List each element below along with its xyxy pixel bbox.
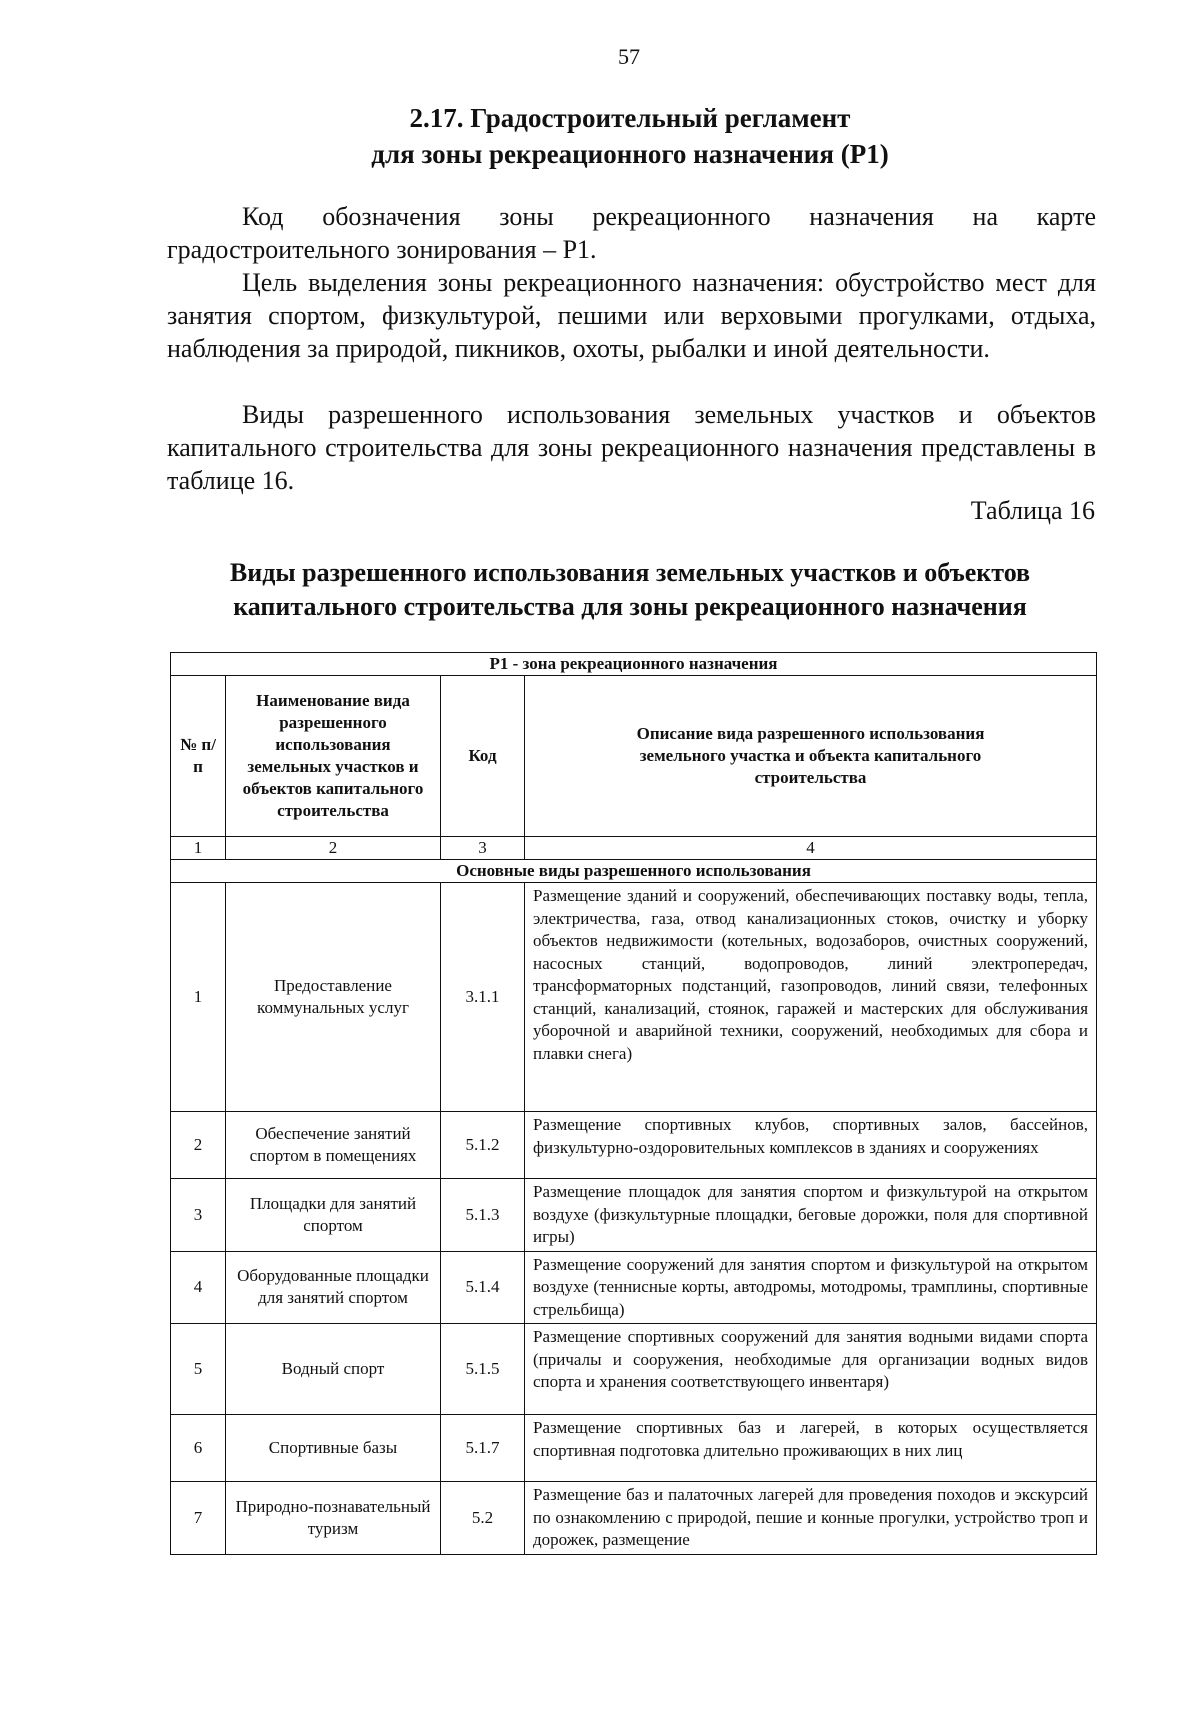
paragraph-text: Виды разрешенного использования земельных участков и объектов капитального строительства для зоны рекреационного назначения представлены в таблице 16. — [167, 400, 1096, 495]
row-name: Оборудованные площадки для занятий спортом — [226, 1251, 441, 1324]
section-heading — [160, 100, 1100, 172]
row-code: 5.1.2 — [441, 1112, 525, 1179]
table-column-number-row — [171, 837, 1097, 860]
header-description: Описание вида разрешенного использования земельного участка и объекта капитального строительства — [525, 676, 1097, 837]
table-title-line-1: Виды разрешенного использования земельных участков и объектов — [229, 558, 1031, 587]
row-description: Размещение спортивных клубов, спортивных залов, бассейнов, физкультурно-оздоровительных комплексов в зданиях и сооружениях — [525, 1112, 1097, 1179]
table-column-header-row — [171, 676, 1097, 837]
row-num: 6 — [171, 1415, 226, 1482]
row-code: 5.1.3 — [441, 1179, 525, 1252]
row-description: Размещение сооружений для занятия спортом и физкультурой на открытом воздухе (теннисные корты, автодромы, мотодромы, трамплины, спортивные стрельбища) — [525, 1251, 1097, 1324]
header-name: Наименование вида разрешенного использования земельных участков и объектов капитального строительства — [226, 676, 441, 837]
row-code: 5.2 — [441, 1482, 525, 1555]
row-name: Площадки для занятий спортом — [226, 1179, 441, 1252]
paragraph-zone-purpose — [167, 266, 1096, 365]
row-description: Размещение баз и палаточных лагерей для проведения походов и экскурсий по ознакомлению с природой, пешие и конные прогулки, устройство троп и дорожек, размещение — [525, 1482, 1097, 1555]
column-number: 3 — [441, 837, 525, 860]
row-num: 7 — [171, 1482, 226, 1555]
paragraph-text: Код обозначения зоны рекреационного назначения на карте градостроительного зонирования – Р1. — [167, 202, 1096, 264]
paragraph-text: Цель выделения зоны рекреационного назначения: обустройство мест для занятия спортом, физкультурой, пешими или верховыми прогулками, отдыха, наблюдения за природой, пикников, охоты, рыбалки и иной деятельности. — [167, 268, 1096, 363]
row-description: Размещение зданий и сооружений, обеспечивающих поставку воды, тепла, электричества, газа, отвод канализационных стоков, очистку и уборку объектов недвижимости (котельных, водозаборов, очистных сооружений, насосных станций, водопроводов, линий электропередач, трансформаторных подстанций, газопроводов, линий связи, телефонных станций, канализаций, стоянок, гаражей и мастерских для обслуживания уборочной и аварийной техники, сооружений, необходимых для сбора и плавки снега) — [525, 883, 1097, 1112]
zone-header-cell: Р1 - зона рекреационного назначения — [171, 653, 1097, 676]
column-number: 1 — [171, 837, 226, 860]
table-row — [171, 883, 1097, 1112]
row-code: 5.1.4 — [441, 1251, 525, 1324]
paragraph-zone-code — [167, 200, 1096, 266]
table-row — [171, 1324, 1097, 1415]
row-num: 1 — [171, 883, 226, 1112]
row-num: 3 — [171, 1179, 226, 1252]
table-title — [160, 556, 1100, 624]
table-label: Таблица 16 — [970, 496, 1095, 525]
section-header-cell: Основные виды разрешенного использования — [171, 860, 1097, 883]
row-name: Спортивные базы — [226, 1415, 441, 1482]
section-heading-line-1: 2.17. Градостроительный регламент — [409, 103, 851, 133]
row-num: 2 — [171, 1112, 226, 1179]
page-number: 57 — [618, 44, 640, 69]
table-row — [171, 1482, 1097, 1555]
table-title-line-2: капитального строительства для зоны рекреационного назначения — [233, 592, 1027, 621]
row-description: Размещение спортивных сооружений для занятия водными видами спорта (причалы и сооружения, необходимые для организации водных видов спорта и хранения соответствующего инвентаря) — [525, 1324, 1097, 1415]
row-num: 5 — [171, 1324, 226, 1415]
row-name: Обеспечение занятий спортом в помещениях — [226, 1112, 441, 1179]
table-section-header-row — [171, 860, 1097, 883]
header-num: № п/п — [171, 676, 226, 837]
table-zone-header-row — [171, 653, 1097, 676]
land-use-table — [170, 652, 1097, 1555]
table-row — [171, 1415, 1097, 1482]
table-row — [171, 1112, 1097, 1179]
table-row — [171, 1179, 1097, 1252]
row-num: 4 — [171, 1251, 226, 1324]
table-row — [171, 1251, 1097, 1324]
row-description: Размещение спортивных баз и лагерей, в которых осуществляется спортивная подготовка длительно проживающих в них лиц — [525, 1415, 1097, 1482]
row-code: 3.1.1 — [441, 883, 525, 1112]
header-code: Код — [441, 676, 525, 837]
row-name: Предоставление коммунальных услуг — [226, 883, 441, 1112]
paragraph-table-reference — [167, 398, 1096, 497]
column-number: 4 — [525, 837, 1097, 860]
row-name: Водный спорт — [226, 1324, 441, 1415]
row-description: Размещение площадок для занятия спортом и физкультурой на открытом воздухе (физкультурные площадки, беговые дорожки, поля для спортивной игры) — [525, 1179, 1097, 1252]
row-name: Природно-познавательный туризм — [226, 1482, 441, 1555]
section-heading-line-2: для зоны рекреационного назначения (Р1) — [371, 139, 889, 169]
row-code: 5.1.5 — [441, 1324, 525, 1415]
row-code: 5.1.7 — [441, 1415, 525, 1482]
column-number: 2 — [226, 837, 441, 860]
